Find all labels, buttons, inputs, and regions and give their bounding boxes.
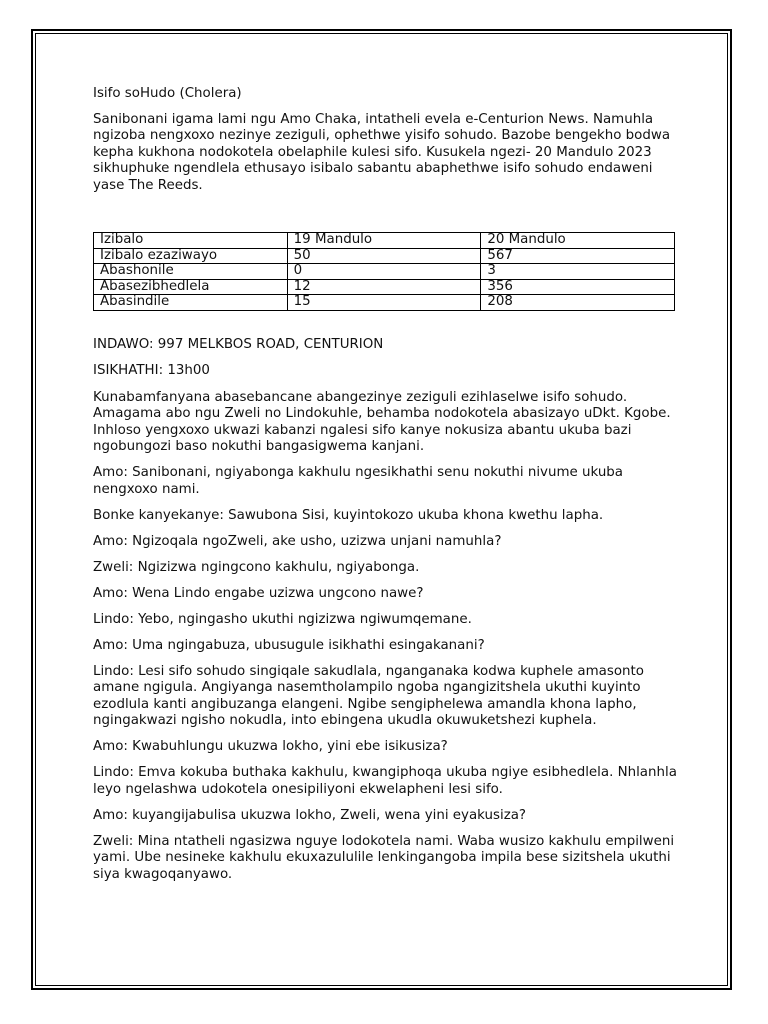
table-header-cell: 19 Mandulo <box>287 233 481 249</box>
dialogue-line: Amo: Ngizoqala ngoZweli, ake usho, uzizwa unjani namuhla? <box>93 533 502 549</box>
dialogue-line: Zweli: Ngizizwa ngingcono kakhulu, ngiyabonga. <box>93 559 420 575</box>
dialogue-line: Lindo: Emva kokuba buthaka kakhulu, kwangiphoqa ukuba ngiye esibhedlela. Nhlanhla leyo ngelashwa udokotela onesipiliyoni ekwelapheni lesi sifo. <box>93 765 677 797</box>
dialogue-line: Amo: kuyangijabulisa ukuzwa lokho, Zweli, wena yini eyakusiza? <box>93 807 527 823</box>
location-line: INDAWO: 997 MELKBOS ROAD, CENTURION <box>93 336 384 352</box>
statistics-table <box>93 232 675 311</box>
table-cell: 567 <box>481 248 675 264</box>
dialogue-line: Lindo: Yebo, ngingasho ukuthi ngizizwa ngiwumqemane. <box>93 611 472 627</box>
time-line: ISIKHATHI: 13h00 <box>93 363 210 378</box>
dialogue-line: Bonke kanyekanye: Sawubona Sisi, kuyintokozo ukuba khona kwethu lapha. <box>93 507 604 523</box>
document-title: Isifo soHudo (Cholera) <box>93 86 242 101</box>
table-cell: Abasindile <box>94 295 288 311</box>
dialogue-line: Amo: Wena Lindo engabe uzizwa ungcono nawe? <box>93 585 424 601</box>
table-cell: 50 <box>287 248 481 264</box>
table-cell: 356 <box>481 279 675 295</box>
table-row <box>94 295 675 311</box>
table-cell: Abasezibhedlela <box>94 279 288 295</box>
paragraph: Kunabamfanyana abasebancane abangezinye zeziguli ezihlaselwe isifo sohudo. Amagama abo ngu Zweli no Lindokuhle, behamba nodokotela abasizayo uDkt. Kgobe. Inhloso yengxoxo ukwazi kabanzi ngalesi sifo kanye nokusiza abantu ukuba bazi ngobungozi baso nokuthi bangasigwema kanjani. <box>93 389 671 454</box>
dialogue-line: Amo: Uma ngingabuza, ubusugule isikhathi esingakanani? <box>93 637 485 653</box>
dialogue-line: Amo: Sanibonani, ngiyabonga kakhulu ngesikhathi senu nokuthi nivume ukuba nengxoxo nami. <box>93 465 624 497</box>
document-body <box>93 86 683 893</box>
table-cell: 12 <box>287 279 481 295</box>
table-cell: 0 <box>287 264 481 280</box>
table-header-cell: 20 Mandulo <box>481 233 675 249</box>
table-cell: 3 <box>481 264 675 280</box>
dialogue-line: Zweli: Mina ntatheli ngasizwa nguye lodokotela nami. Waba wusizo kakhulu empilweni yami. Ube nesineke kakhulu ekuxazululile lenkingangoba impila bese sizitshela ukuthi siya kwagoqanyawo. <box>93 833 675 882</box>
table-cell: 15 <box>287 295 481 311</box>
table-row <box>94 279 675 295</box>
table-row <box>94 264 675 280</box>
intro-paragraph: Sanibonani igama lami ngu Amo Chaka, intatheli evela e-Centurion News. Namuhla ngizoba nengxoxo nezinye zeziguli, ophethwe yisifo sohudo. Bazobe bengekho bodwa kepha kukhona nodokotela obelaphile kulesi sifo. Kusukela ngezi- 20 Mandulo 2023 sikhuphuke ngendlela ethusayo isibalo sabantu abaphethwe isifo sohudo endaweni yase The Reeds. <box>93 111 671 193</box>
dialogue-line: Amo: Kwabuhlungu ukuzwa lokho, yini ebe isikusiza? <box>93 739 448 754</box>
table-cell: Izibalo ezaziwayo <box>94 248 288 264</box>
dialogue-line: Lindo: Lesi sifo sohudo singiqale sakudlala, nganganaka kodwa kuphele amasonto amane ngigula. Angiyanga nasemtholampilo ngoba ngangizitshela ukuthi kuyinto ezodlula kanti angibuzanga elangeni. Ngibe sengiphelewa amandla khona lapho, ngingakwazi ngisho nokudla, into ebingena ukudla okuwuketshezi kuphela. <box>93 663 644 728</box>
table-row <box>94 248 675 264</box>
table-cell: 208 <box>481 295 675 311</box>
table-cell: Abashonile <box>94 264 288 280</box>
table-header-row <box>94 233 675 249</box>
table-header-cell: Izibalo <box>94 233 288 249</box>
